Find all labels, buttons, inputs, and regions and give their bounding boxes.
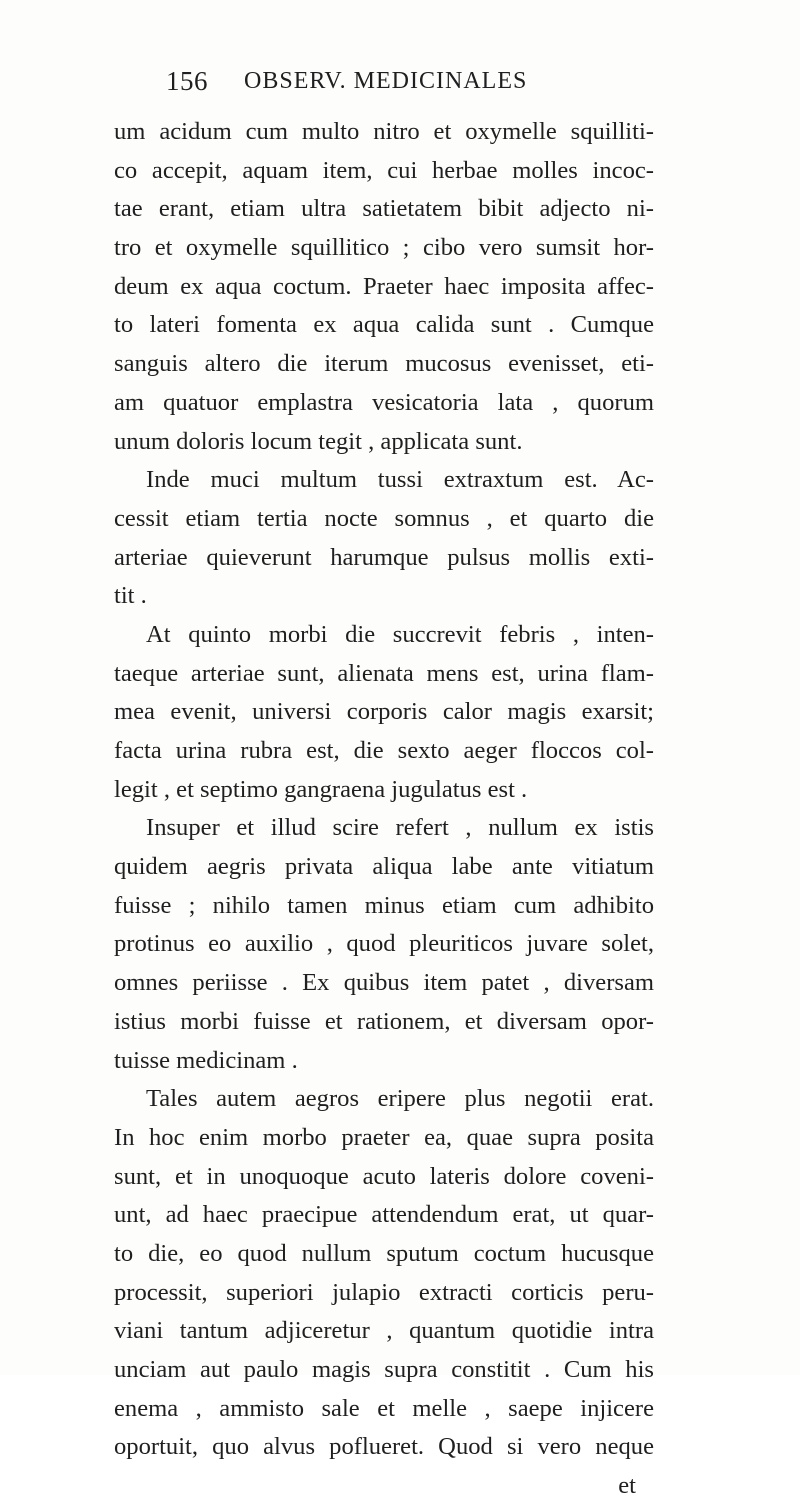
- page-header: [164, 66, 634, 106]
- text-line: tro et oxymelle squillitico ; cibo vero sumsit hor-: [114, 234, 654, 262]
- text-line: sanguis altero die iterum mucosus evenisset, eti-: [114, 350, 654, 378]
- page-number: 156: [166, 66, 208, 96]
- text-line: enema , ammisto sale et melle , saepe injicere: [114, 1394, 654, 1422]
- text-line: unum doloris locum tegit , applicata sunt.: [114, 427, 523, 455]
- text-line: sunt, et in unoquoque acuto lateris dolore coveni-: [114, 1162, 654, 1190]
- text-line: co accepit, aquam item, cui herbae molles incoc-: [114, 156, 654, 184]
- text-line: protinus eo auxilio , quod pleuriticos juvare solet,: [114, 930, 654, 958]
- text-line: unciam aut paulo magis supra constitit . Cum his: [114, 1356, 654, 1383]
- text-line: unt, ad haec praecipue attendendum erat, ut quar-: [114, 1201, 654, 1229]
- paragraph-start-line: Tales autem aegros eripere plus negotii erat.: [146, 1085, 654, 1113]
- text-line: tae erant, etiam ultra satietatem bibit adjecto ni-: [114, 195, 654, 223]
- text-line: In hoc enim morbo praeter ea, quae supra posita: [114, 1123, 654, 1151]
- text-line: mea evenit, universi corporis calor magis exarsit;: [114, 698, 654, 726]
- text-line: am quatuor emplastra vesicatoria lata , quorum: [114, 388, 654, 416]
- paragraph-start-line: At quinto morbi die succrevit febris , inten-: [146, 620, 654, 648]
- text-line: arteriae quieverunt harumque pulsus mollis exti-: [114, 543, 654, 571]
- text-line: deum ex aqua coctum. Praeter haec imposita affec-: [114, 272, 654, 300]
- catchword: et: [618, 1472, 636, 1500]
- text-line: processit, superiori julapio extracti corticis peru-: [114, 1278, 654, 1306]
- running-head: OBSERV. MEDICINALES: [244, 68, 528, 94]
- text-line: cessit etiam tertia nocte somnus , et quarto die: [114, 504, 654, 532]
- paragraph-start-line: Insuper et illud scire refert , nullum ex istis: [146, 814, 654, 842]
- text-line: facta urina rubra est, die sexto aeger floccos col-: [114, 737, 654, 764]
- text-line: tit .: [114, 582, 147, 610]
- text-line: tuisse medicinam .: [114, 1046, 298, 1074]
- text-line: legit , et septimo gangraena jugulatus est .: [114, 775, 528, 803]
- text-line: viani tantum adjiceretur , quantum quotidie intra: [114, 1317, 654, 1345]
- text-line: taeque arteriae sunt, alienata mens est, urina flam-: [114, 659, 654, 687]
- text-line: istius morbi fuisse et rationem, et diversam opor-: [114, 1007, 654, 1035]
- text-line: um acidum cum multo nitro et oxymelle squilliti-: [114, 118, 654, 145]
- text-line: to die, eo quod nullum sputum coctum hucusque: [114, 1239, 654, 1267]
- body-text: [114, 113, 654, 1506]
- text-line: oportuit, quo alvus poflueret. Quod si vero neque: [114, 1433, 654, 1461]
- text-line: fuisse ; nihilo tamen minus etiam cum adhibito: [114, 891, 654, 919]
- text-line: quidem aegris privata aliqua labe ante vitiatum: [114, 853, 654, 881]
- text-line: to lateri fomenta ex aqua calida sunt . Cumque: [114, 311, 654, 339]
- paragraph-start-line: Inde muci multum tussi extraxtum est. Ac-: [146, 466, 654, 494]
- text-line: omnes periisse . Ex quibus item patet , diversam: [114, 969, 654, 997]
